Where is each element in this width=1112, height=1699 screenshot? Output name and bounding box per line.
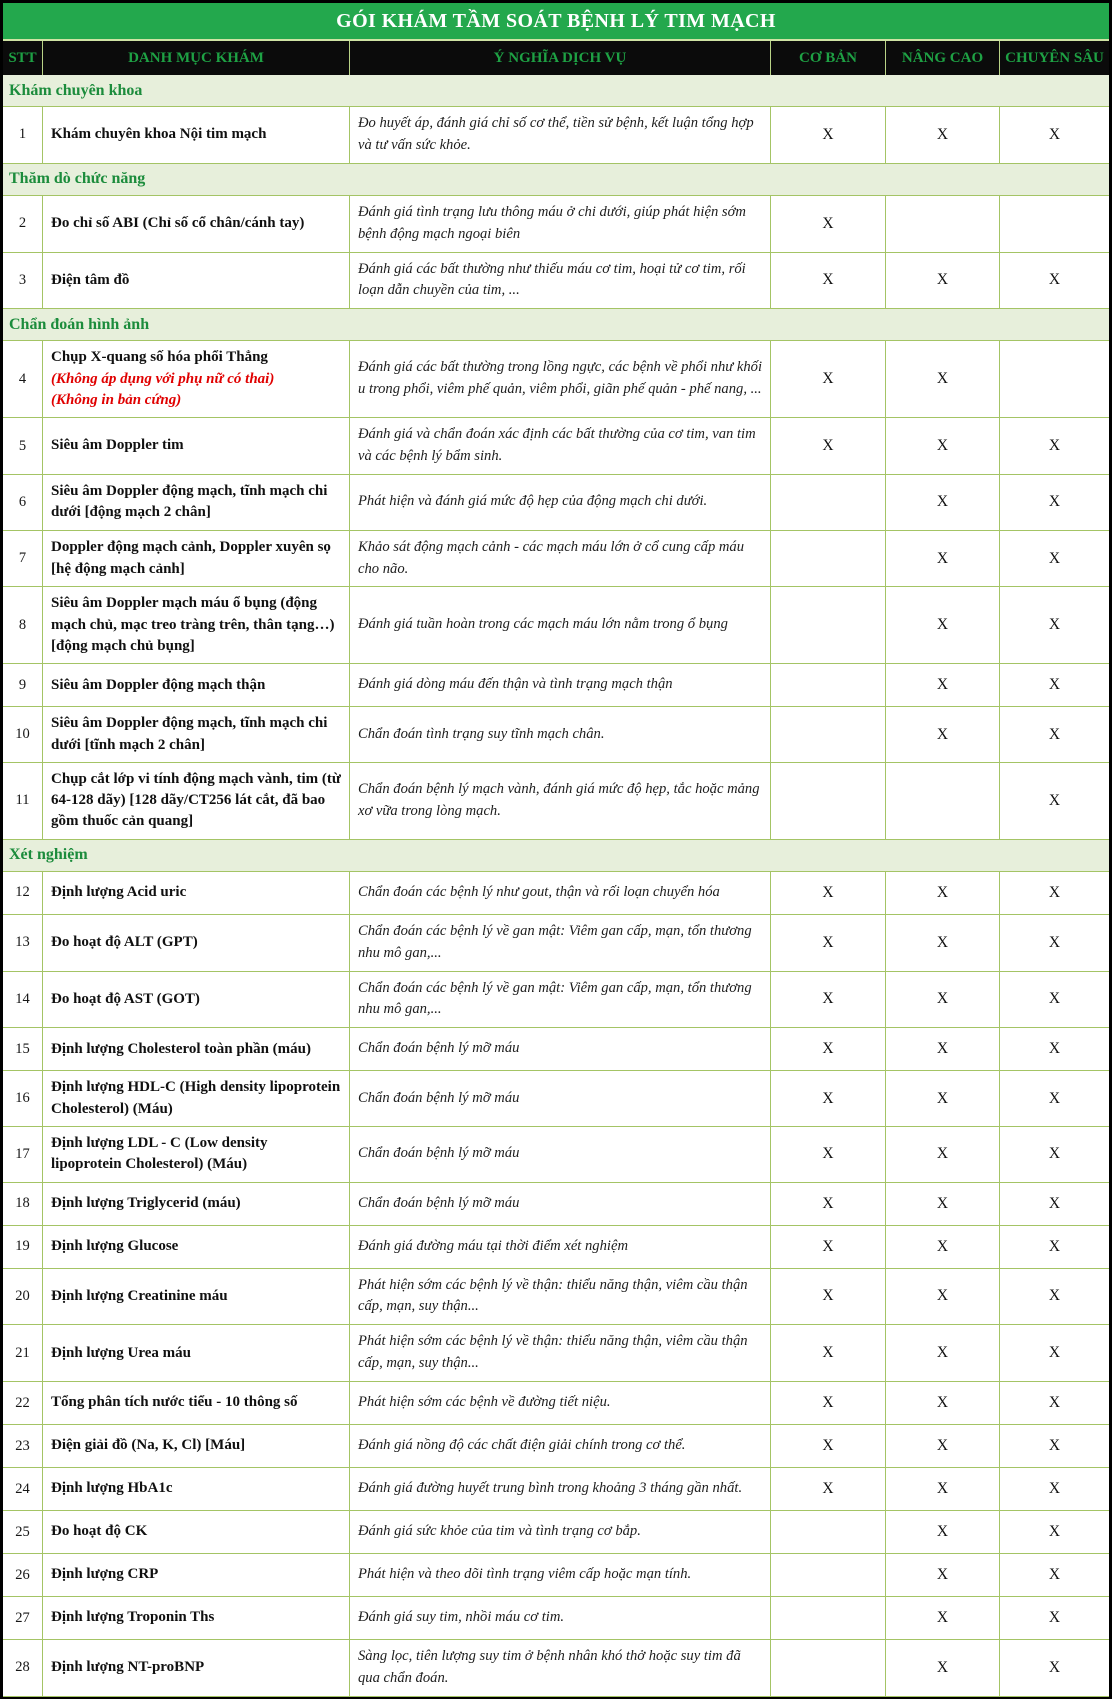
intensive-check-cell: X <box>1048 676 1061 694</box>
advanced-check-cell: X <box>886 1127 1000 1182</box>
basic-check-cell: X <box>771 1127 886 1182</box>
service-meaning-cell: Khảo sát động mạch cảnh - các mạch máu lớn ở cổ cung cấp máu cho não. <box>350 531 771 587</box>
table-row <box>3 915 1109 972</box>
stt-cell: 28 <box>3 1640 43 1696</box>
intensive-check-cell <box>1000 196 1109 252</box>
table-row <box>3 1382 1109 1425</box>
section-header: Thăm dò chức năng <box>3 164 1109 196</box>
table-row <box>3 763 1109 840</box>
advanced-check-cell: X <box>886 587 1000 663</box>
service-meaning-cell: Sàng lọc, tiên lượng suy tim ở bệnh nhân khó thở hoặc suy tim đã qua chẩn đoán. <box>350 1640 771 1696</box>
exam-name-cell <box>43 1382 350 1424</box>
basic-check-cell <box>771 1511 886 1553</box>
basic-check-cell: X <box>771 1325 886 1381</box>
intensive-check-cell: X <box>1048 1566 1061 1584</box>
intensive-check-cell: X <box>1048 1344 1061 1362</box>
intensive-check-cell: X <box>1048 437 1061 455</box>
intensive-check-cell: X <box>1048 1287 1061 1305</box>
service-meaning-cell: Chẩn đoán bệnh lý mỡ máu <box>350 1127 771 1182</box>
exam-name: Định lượng Creatinine máu <box>51 1287 228 1304</box>
exam-name: Định lượng LDL - C (Low density lipoprotein Cholesterol) (Máu) <box>51 1134 268 1173</box>
basic-check-cell: X <box>771 1382 886 1424</box>
basic-check-cell: X <box>771 1226 886 1268</box>
basic-check-cell: X <box>771 1425 886 1467</box>
exam-name-cell <box>43 253 350 309</box>
advanced-check-cell: X <box>886 531 1000 587</box>
exam-name: Định lượng CRP <box>51 1566 159 1583</box>
advanced-check-cell: X <box>886 253 1000 309</box>
intensive-check-cell: X <box>1048 271 1061 289</box>
table-body <box>3 75 1109 1697</box>
intensive-check-cell: X <box>1048 493 1061 511</box>
table-row <box>3 1071 1109 1127</box>
exam-name-cell <box>43 196 350 252</box>
advanced-check-cell: X <box>886 972 1000 1028</box>
service-meaning-cell: Chẩn đoán bệnh lý mỡ máu <box>350 1071 771 1126</box>
exam-name-cell <box>43 763 350 839</box>
advanced-check-cell: X <box>886 1640 1000 1696</box>
exam-name: Siêu âm Doppler tim <box>51 437 184 454</box>
table-row <box>3 1325 1109 1382</box>
advanced-check-cell: X <box>886 707 1000 762</box>
advanced-check-cell: X <box>886 664 1000 706</box>
exam-name-cell <box>43 1554 350 1596</box>
intensive-check-cell: X <box>1048 549 1061 567</box>
basic-check-cell: X <box>771 341 886 417</box>
intensive-check-cell: X <box>1048 616 1061 634</box>
exam-name: Siêu âm Doppler động mạch, tĩnh mạch chi dưới [động mạch 2 chân] <box>51 483 328 521</box>
exam-name-cell <box>43 1127 350 1182</box>
column-header-advanced: NÂNG CAO <box>886 41 1000 75</box>
advanced-check-cell: X <box>886 1468 1000 1510</box>
stt-cell: 22 <box>3 1382 43 1424</box>
basic-check-cell: X <box>771 1028 886 1070</box>
column-header-basic: CƠ BẢN <box>771 41 886 75</box>
advanced-check-cell: X <box>886 1554 1000 1596</box>
intensive-check-cell: X <box>1048 1480 1061 1498</box>
exam-name: Siêu âm Doppler động mạch thận <box>51 676 266 693</box>
column-header-exam-name: DANH MỤC KHÁM <box>43 41 350 75</box>
service-meaning-cell: Đánh giá và chẩn đoán xác định các bất thường của cơ tim, van tim và các bệnh lý bẩm sinh. <box>350 418 771 474</box>
intensive-check-cell: X <box>1048 1609 1061 1627</box>
basic-check-cell: X <box>771 196 886 252</box>
intensive-check-cell: X <box>1048 1145 1061 1163</box>
exam-name: Đo hoạt độ AST (GOT) <box>51 990 200 1007</box>
exam-name: Đo hoạt độ CK <box>51 1523 148 1540</box>
table-row <box>3 531 1109 588</box>
stt-cell: 1 <box>3 107 43 163</box>
exam-name-cell <box>43 1640 350 1696</box>
service-meaning-cell: Chẩn đoán các bệnh lý về gan mật: Viêm gan cấp, mạn, tổn thương nhu mô gan,... <box>350 915 771 971</box>
exam-name-cell <box>43 107 350 163</box>
advanced-check-cell: X <box>886 872 1000 914</box>
service-meaning-cell: Đánh giá đường máu tại thời điểm xét nghiệm <box>350 1226 771 1268</box>
table-row <box>3 1597 1109 1640</box>
stt-cell: 27 <box>3 1597 43 1639</box>
service-meaning-cell: Chẩn đoán tình trạng suy tĩnh mạch chân. <box>350 707 771 762</box>
intensive-check-cell: X <box>1048 1194 1061 1212</box>
basic-check-cell: X <box>771 1071 886 1126</box>
service-meaning-cell: Đánh giá tuần hoàn trong các mạch máu lớn nằm trong ổ bụng <box>350 587 771 663</box>
stt-cell: 18 <box>3 1183 43 1225</box>
service-meaning-cell: Phát hiện sớm các bệnh lý về thận: thiểu năng thận, viêm cầu thận cấp, mạn, suy thận... <box>350 1269 771 1325</box>
advanced-check-cell: X <box>886 475 1000 530</box>
basic-check-cell <box>771 763 886 839</box>
page-title: GÓI KHÁM TẦM SOÁT BỆNH LÝ TIM MẠCH <box>3 3 1109 39</box>
table-row <box>3 1269 1109 1326</box>
exam-name: Siêu âm Doppler mạch máu ổ bụng (động mạch chủ, mạc treo tràng trên, thân tạng…) [động mạch chủ bụng] <box>51 595 335 654</box>
stt-cell: 11 <box>3 763 43 839</box>
exam-name-cell <box>43 664 350 706</box>
exam-name-cell <box>43 1028 350 1070</box>
exam-name: Doppler động mạch cảnh, Doppler xuyên sọ [hệ động mạch cảnh] <box>51 539 331 577</box>
exam-name: Định lượng NT-proBNP <box>51 1659 205 1676</box>
exam-name: Chụp cắt lớp vi tính động mạch vành, tim (từ 64-128 dãy) [128 dãy/CT256 lát cắt, đã bao gồm thuốc cản quang] <box>51 770 341 830</box>
service-meaning-cell: Đánh giá sức khỏe của tim và tình trạng cơ bắp. <box>350 1511 771 1553</box>
exam-name-cell <box>43 587 350 663</box>
exam-name: Định lượng Troponin Ths <box>51 1609 215 1626</box>
stt-cell: 6 <box>3 475 43 530</box>
intensive-check-cell: X <box>1048 990 1061 1008</box>
stt-cell: 19 <box>3 1226 43 1268</box>
basic-check-cell: X <box>771 418 886 474</box>
table-row <box>3 664 1109 707</box>
stt-cell: 2 <box>3 196 43 252</box>
table-row <box>3 1226 1109 1269</box>
exam-name: Định lượng HDL-C (High density lipoprotein Cholesterol) (Máu) <box>51 1079 341 1117</box>
service-meaning-cell: Đánh giá suy tim, nhồi máu cơ tim. <box>350 1597 771 1639</box>
advanced-check-cell: X <box>886 341 1000 417</box>
table-row <box>3 1425 1109 1468</box>
exam-name-cell <box>43 341 350 417</box>
intensive-check-cell: X <box>1048 1437 1061 1455</box>
exam-name: Điện giải đồ (Na, K, Cl) [Máu] <box>51 1437 246 1454</box>
intensive-check-cell: X <box>1048 725 1061 743</box>
advanced-check-cell: X <box>886 1226 1000 1268</box>
intensive-check-cell: X <box>1048 883 1061 901</box>
advanced-check-cell: X <box>886 1028 1000 1070</box>
stt-cell: 8 <box>3 587 43 663</box>
basic-check-cell <box>771 587 886 663</box>
intensive-check-cell: X <box>1048 1523 1061 1541</box>
intensive-check-cell: X <box>1048 125 1061 143</box>
exam-name-cell <box>43 418 350 474</box>
stt-cell: 15 <box>3 1028 43 1070</box>
advanced-check-cell: X <box>886 1597 1000 1639</box>
exam-name-cell <box>43 1468 350 1510</box>
stt-cell: 26 <box>3 1554 43 1596</box>
basic-check-cell <box>771 664 886 706</box>
table-row <box>3 196 1109 253</box>
service-meaning-cell: Đánh giá nồng độ các chất điện giải chính trong cơ thể. <box>350 1425 771 1467</box>
exam-note: (Không áp dụng với phụ nữ có thai) <box>51 370 275 387</box>
intensive-check-cell: X <box>1048 1394 1061 1412</box>
exam-name-cell <box>43 1226 350 1268</box>
exam-name-cell <box>43 1183 350 1225</box>
basic-check-cell <box>771 1640 886 1696</box>
exam-name: Tổng phân tích nước tiểu - 10 thông số <box>51 1394 298 1411</box>
table-row <box>3 707 1109 763</box>
intensive-check-cell: X <box>1048 791 1061 809</box>
table-row <box>3 1468 1109 1511</box>
exam-name-cell <box>43 475 350 530</box>
stt-cell: 25 <box>3 1511 43 1553</box>
table-row <box>3 1028 1109 1071</box>
advanced-check-cell <box>886 196 1000 252</box>
advanced-check-cell: X <box>886 1425 1000 1467</box>
exam-name-cell <box>43 1511 350 1553</box>
table-row <box>3 253 1109 310</box>
table-row <box>3 972 1109 1029</box>
service-meaning-cell: Đánh giá đường huyết trung bình trong khoảng 3 tháng gần nhất. <box>350 1468 771 1510</box>
stt-cell: 10 <box>3 707 43 762</box>
service-meaning-cell: Đánh giá các bất thường trong lồng ngực, các bệnh về phổi như khối u trong phổi, viêm phế quản, viêm phổi, giãn phế quản - phế nang, ... <box>350 341 771 417</box>
exam-name-cell <box>43 1597 350 1639</box>
service-meaning-cell: Chẩn đoán các bệnh lý như gout, thận và rối loạn chuyển hóa <box>350 872 771 914</box>
advanced-check-cell: X <box>886 1325 1000 1381</box>
stt-cell: 14 <box>3 972 43 1028</box>
exam-name: Định lượng Triglycerid (máu) <box>51 1194 241 1211</box>
exam-name: Định lượng HbA1c <box>51 1480 173 1497</box>
advanced-check-cell: X <box>886 107 1000 163</box>
column-header-intensive: CHUYÊN SÂU <box>1005 49 1104 66</box>
stt-cell: 16 <box>3 1071 43 1126</box>
stt-cell: 13 <box>3 915 43 971</box>
exam-name: Chụp X-quang số hóa phổi Thẳng <box>51 349 268 366</box>
column-header-stt: STT <box>3 41 43 75</box>
stt-cell: 24 <box>3 1468 43 1510</box>
table-row <box>3 107 1109 164</box>
basic-check-cell <box>771 531 886 587</box>
stt-cell: 21 <box>3 1325 43 1381</box>
stt-cell: 20 <box>3 1269 43 1325</box>
advanced-check-cell: X <box>886 1183 1000 1225</box>
service-meaning-cell: Phát hiện và theo dõi tình trạng viêm cấp hoặc mạn tính. <box>350 1554 771 1596</box>
service-meaning-cell: Phát hiện sớm các bệnh về đường tiết niệu. <box>350 1382 771 1424</box>
table-row <box>3 1511 1109 1554</box>
section-header: Chẩn đoán hình ảnh <box>3 309 1109 341</box>
advanced-check-cell: X <box>886 1071 1000 1126</box>
stt-cell: 3 <box>3 253 43 309</box>
section-header: Khám chuyên khoa <box>3 75 1109 107</box>
table-row <box>3 1554 1109 1597</box>
service-meaning-cell: Phát hiện sớm các bệnh lý về thận: thiểu năng thận, viêm cầu thận cấp, mạn, suy thận... <box>350 1325 771 1381</box>
exam-name-cell <box>43 915 350 971</box>
service-meaning-cell: Chẩn đoán bệnh lý mỡ máu <box>350 1028 771 1070</box>
basic-check-cell <box>771 707 886 762</box>
basic-check-cell <box>771 1597 886 1639</box>
basic-check-cell: X <box>771 915 886 971</box>
table-row <box>3 1127 1109 1183</box>
exam-name-cell <box>43 1425 350 1467</box>
table-row <box>3 587 1109 664</box>
exam-name: Định lượng Glucose <box>51 1237 179 1254</box>
service-meaning-cell: Chẩn đoán bệnh lý mạch vành, đánh giá mức độ hẹp, tắc hoặc mảng xơ vữa trong lòng mạch. <box>350 763 771 839</box>
exam-name: Định lượng Urea máu <box>51 1344 191 1361</box>
service-meaning-cell: Đo huyết áp, đánh giá chỉ số cơ thể, tiền sử bệnh, kết luận tổng hợp và tư vấn sức khỏe. <box>350 107 771 163</box>
advanced-check-cell: X <box>886 915 1000 971</box>
basic-check-cell: X <box>771 1269 886 1325</box>
stt-cell: 5 <box>3 418 43 474</box>
intensive-check-cell: X <box>1048 1237 1061 1255</box>
advanced-check-cell: X <box>886 1269 1000 1325</box>
service-meaning-cell: Đánh giá các bất thường như thiếu máu cơ tim, hoại tử cơ tim, rối loạn dẫn chuyền của tim, ... <box>350 253 771 309</box>
service-meaning-cell: Đánh giá dòng máu đến thận và tình trạng mạch thận <box>350 664 771 706</box>
exam-name: Đo hoạt độ ALT (GPT) <box>51 934 198 950</box>
section-header: Xét nghiệm <box>3 840 1109 872</box>
exam-name: Đo chỉ số ABI (Chỉ số cổ chân/cánh tay) <box>51 215 305 232</box>
advanced-check-cell: X <box>886 1511 1000 1553</box>
basic-check-cell: X <box>771 872 886 914</box>
intensive-check-cell <box>1000 341 1109 417</box>
service-meaning-cell: Chẩn đoán bệnh lý mỡ máu <box>350 1183 771 1225</box>
intensive-check-cell: X <box>1048 1089 1061 1107</box>
basic-check-cell <box>771 475 886 530</box>
table-row <box>3 1183 1109 1226</box>
exam-name: Khám chuyên khoa Nội tim mạch <box>51 126 267 143</box>
table-row <box>3 341 1109 418</box>
stt-cell: 12 <box>3 872 43 914</box>
exam-note: (Không in bản cứng) <box>51 391 182 408</box>
basic-check-cell <box>771 1554 886 1596</box>
exam-name: Định lượng Acid uric <box>51 884 187 901</box>
basic-check-cell: X <box>771 107 886 163</box>
basic-check-cell: X <box>771 1183 886 1225</box>
exam-name-cell <box>43 707 350 762</box>
basic-check-cell: X <box>771 253 886 309</box>
advanced-check-cell: X <box>886 418 1000 474</box>
table-row <box>3 418 1109 475</box>
stt-cell: 7 <box>3 531 43 587</box>
intensive-check-cell: X <box>1048 1040 1061 1058</box>
service-meaning-cell: Đánh giá tình trạng lưu thông máu ở chi dưới, giúp phát hiện sớm bệnh động mạch ngoại biên <box>350 196 771 252</box>
exam-name: Điện tâm đồ <box>51 271 130 288</box>
exam-name: Siêu âm Doppler động mạch, tĩnh mạch chi dưới [tĩnh mạch 2 chân] <box>51 715 328 753</box>
exam-name-cell <box>43 872 350 914</box>
table-row <box>3 1640 1109 1697</box>
service-meaning-cell: Chẩn đoán các bệnh lý về gan mật: Viêm gan cấp, mạn, tổn thương nhu mô gan,... <box>350 972 771 1028</box>
column-header-row <box>3 41 1109 75</box>
exam-name-cell <box>43 1325 350 1381</box>
stt-cell: 9 <box>3 664 43 706</box>
intensive-check-cell: X <box>1048 1658 1061 1676</box>
stt-cell: 4 <box>3 341 43 417</box>
exam-name-cell <box>43 531 350 587</box>
stt-cell: 17 <box>3 1127 43 1182</box>
basic-check-cell: X <box>771 972 886 1028</box>
exam-name: Định lượng Cholesterol toàn phần (máu) <box>51 1040 311 1057</box>
table-row <box>3 872 1109 915</box>
exam-name-cell <box>43 1071 350 1126</box>
basic-check-cell: X <box>771 1468 886 1510</box>
advanced-check-cell: X <box>886 1382 1000 1424</box>
exam-name-cell <box>43 972 350 1028</box>
advanced-check-cell <box>886 763 1000 839</box>
column-header-service-meaning: Ý NGHĨA DỊCH VỤ <box>350 41 771 75</box>
table-row <box>3 475 1109 531</box>
stt-cell: 23 <box>3 1425 43 1467</box>
intensive-check-cell: X <box>1048 933 1061 951</box>
service-meaning-cell: Phát hiện và đánh giá mức độ hẹp của động mạch chi dưới. <box>350 475 771 530</box>
exam-name-cell <box>43 1269 350 1325</box>
